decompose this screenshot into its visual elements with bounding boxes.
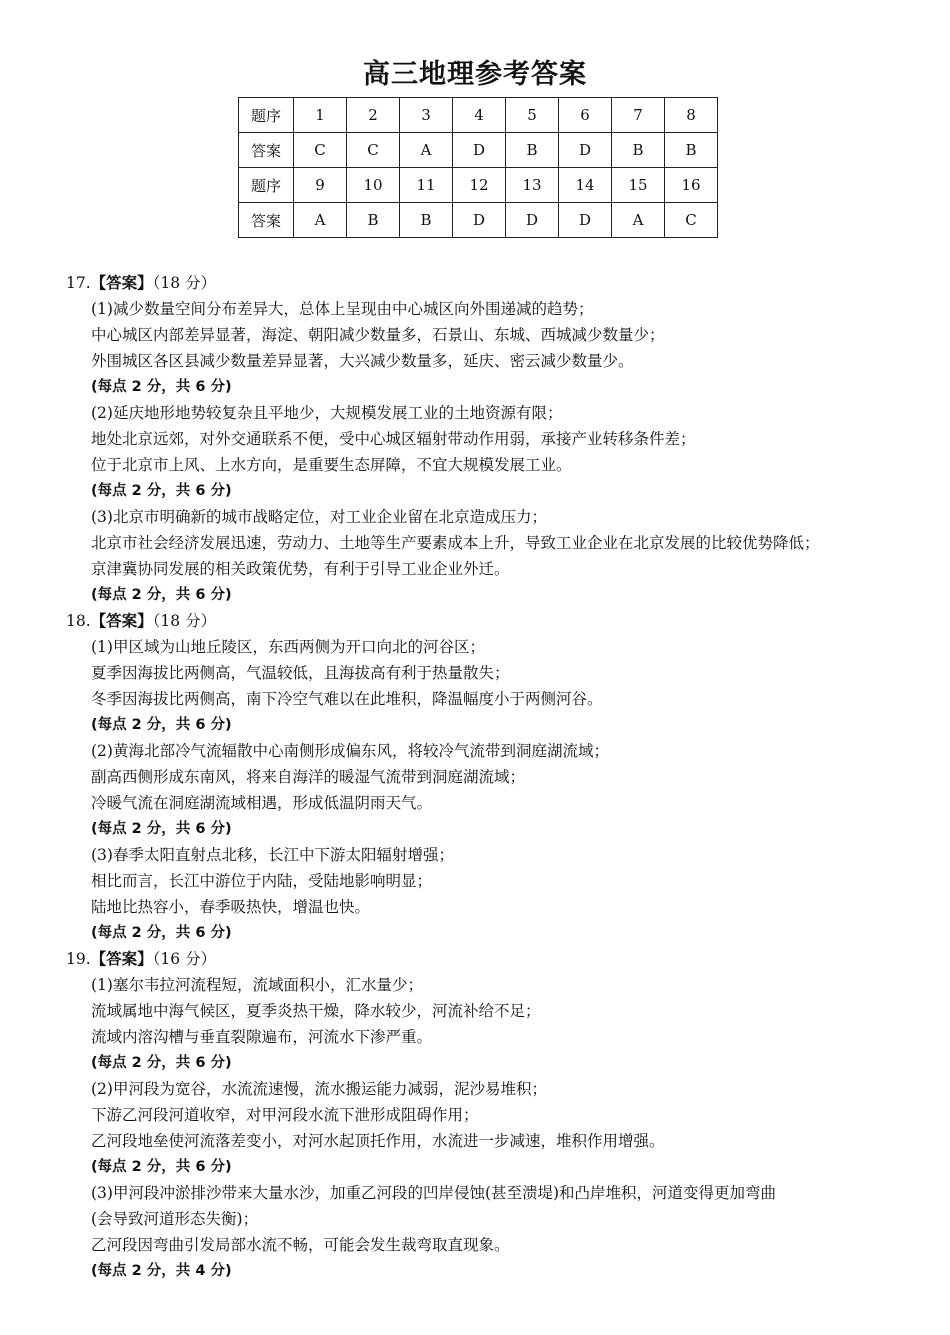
table-row-label: 答案 <box>239 133 294 168</box>
question-number: 17. <box>66 274 91 292</box>
answer-line: (2)黄海北部冷气流辐散中心南侧形成偏东风，将较冷气流带到洞庭湖流域； <box>91 742 609 760</box>
table-row <box>239 98 718 133</box>
question-points: （18 分） <box>152 274 217 292</box>
answer-line: 陆地比热容小，春季吸热快，增温也快。 <box>91 898 371 916</box>
question-18-answer <box>66 608 906 946</box>
table-cell: 11 <box>400 168 453 203</box>
question-header <box>66 270 906 296</box>
table-row-label: 题序 <box>239 98 294 133</box>
score-note: (每点 2 分，共 6 分) <box>91 717 232 733</box>
answer-line: (1)甲区域为山地丘陵区，东西两侧为开口向北的河谷区； <box>91 638 485 656</box>
answer-content <box>66 270 906 1284</box>
question-header <box>66 946 906 972</box>
table-row <box>239 203 718 238</box>
table-row-label: 答案 <box>239 203 294 238</box>
table-cell: 6 <box>559 98 612 133</box>
answer-table <box>238 97 718 238</box>
answer-line: 流域内溶沟槽与垂直裂隙遍布，河流水下渗严重。 <box>91 1028 433 1046</box>
table-cell: 10 <box>347 168 400 203</box>
table-cell: D <box>559 133 612 168</box>
table-cell: C <box>665 203 718 238</box>
table-cell: C <box>347 133 400 168</box>
answer-line: (2)甲河段为宽谷，水流流速慢，流水搬运能力减弱，泥沙易堆积； <box>91 1080 547 1098</box>
table-row <box>239 133 718 168</box>
answer-line: (3)春季太阳直射点北移，长江中下游太阳辐射增强； <box>91 846 454 864</box>
table-cell: B <box>612 133 665 168</box>
answer-line: 夏季因海拔比两侧高，气温较低，且海拔高有利于热量散失； <box>91 664 510 682</box>
question-19-answer <box>66 946 906 1284</box>
table-cell: D <box>453 203 506 238</box>
table-cell: D <box>453 133 506 168</box>
question-points: （16 分） <box>152 950 217 968</box>
table-cell: B <box>347 203 400 238</box>
table-cell: B <box>665 133 718 168</box>
table-row <box>239 168 718 203</box>
table-cell: 16 <box>665 168 718 203</box>
question-header <box>66 608 906 634</box>
score-note: (每点 2 分，共 6 分) <box>91 925 232 941</box>
answer-tag: 【答案】 <box>90 274 153 292</box>
table-cell: A <box>612 203 665 238</box>
table-cell: 8 <box>665 98 718 133</box>
answer-tag: 【答案】 <box>90 950 153 968</box>
answer-line: (3)北京市明确新的城市战略定位，对工业企业留在北京造成压力； <box>91 508 547 526</box>
question-points: （18 分） <box>152 612 217 630</box>
answer-line: 中心城区内部差异显著，海淀、朝阳减少数量多，石景山、东城、西城减少数量少； <box>91 326 665 344</box>
answer-line: (1)减少数量空间分布差异大，总体上呈现由中心城区向外围递减的趋势； <box>91 300 594 318</box>
table-cell: 5 <box>506 98 559 133</box>
answer-line: (2)延庆地形地势较复杂且平地少，大规模发展工业的土地资源有限； <box>91 404 563 422</box>
answer-line: 冷暖气流在洞庭湖流域相遇，形成低温阴雨天气。 <box>91 794 433 812</box>
table-cell: 2 <box>347 98 400 133</box>
table-cell: 14 <box>559 168 612 203</box>
score-note: (每点 2 分，共 6 分) <box>91 587 232 603</box>
table-row-label: 题序 <box>239 168 294 203</box>
answer-line: (3)甲河段冲淤排沙带来大量水沙，加重乙河段的凹岸侵蚀(甚至溃堤)和凸岸堆积，河道变得更加弯曲 <box>91 1184 777 1202</box>
answer-line: 北京市社会经济发展迅速，劳动力、土地等生产要素成本上升，导致工业企业在北京发展的比较优势降低； <box>91 534 820 552</box>
answer-line: 冬季因海拔比两侧高，南下冷空气难以在此堆积，降温幅度小于两侧河谷。 <box>91 690 603 708</box>
answer-line: 京津冀协同发展的相关政策优势，有利于引导工业企业外迁。 <box>91 560 510 578</box>
score-note: (每点 2 分，共 6 分) <box>91 821 232 837</box>
answer-line: (会导致河道形态失衡)； <box>91 1210 259 1228</box>
score-note: (每点 2 分，共 6 分) <box>91 1159 232 1175</box>
table-cell: D <box>559 203 612 238</box>
table-cell: 9 <box>294 168 347 203</box>
answer-line: 位于北京市上风、上水方向，是重要生态屏障，不宜大规模发展工业。 <box>91 456 572 474</box>
answer-line: 相比而言，长江中游位于内陆，受陆地影响明显； <box>91 872 433 890</box>
table-cell: B <box>400 203 453 238</box>
table-cell: 7 <box>612 98 665 133</box>
table-cell: C <box>294 133 347 168</box>
table-cell: 12 <box>453 168 506 203</box>
table-cell: 3 <box>400 98 453 133</box>
table-cell: 15 <box>612 168 665 203</box>
answer-line: 外围城区各区县减少数量差异显著，大兴减少数量多，延庆、密云减少数量少。 <box>91 352 634 370</box>
answer-line: 乙河段地垒使河流落差变小，对河水起顶托作用，水流进一步减速，堆积作用增强。 <box>91 1132 665 1150</box>
score-note: (每点 2 分，共 6 分) <box>91 379 232 395</box>
question-number: 19. <box>66 950 91 968</box>
question-number: 18. <box>66 612 91 630</box>
table-cell: B <box>506 133 559 168</box>
score-note: (每点 2 分，共 6 分) <box>91 483 232 499</box>
answer-tag: 【答案】 <box>90 612 153 630</box>
page-title: 高三地理参考答案 <box>363 59 587 90</box>
answer-line: 流域属地中海气候区，夏季炎热干燥，降水较少，河流补给不足； <box>91 1002 541 1020</box>
answer-line: (1)塞尔韦拉河流程短，流域面积小，汇水量少； <box>91 976 423 994</box>
answer-line: 副高西侧形成东南风，将来自海洋的暖湿气流带到洞庭湖流域； <box>91 768 526 786</box>
answer-line: 乙河段因弯曲引发局部水流不畅，可能会发生裁弯取直现象。 <box>91 1236 510 1254</box>
table-cell: A <box>294 203 347 238</box>
score-note: (每点 2 分，共 6 分) <box>91 1055 232 1071</box>
table-cell: D <box>506 203 559 238</box>
answer-line: 下游乙河段河道收窄，对甲河段水流下泄形成阻碍作用； <box>91 1106 479 1124</box>
table-cell: 4 <box>453 98 506 133</box>
table-cell: 13 <box>506 168 559 203</box>
table-cell: 1 <box>294 98 347 133</box>
score-note: (每点 2 分，共 4 分) <box>91 1263 232 1279</box>
answer-line: 地处北京远郊，对外交通联系不便，受中心城区辐射带动作用弱，承接产业转移条件差； <box>91 430 696 448</box>
question-17-answer <box>66 270 906 608</box>
table-cell: A <box>400 133 453 168</box>
